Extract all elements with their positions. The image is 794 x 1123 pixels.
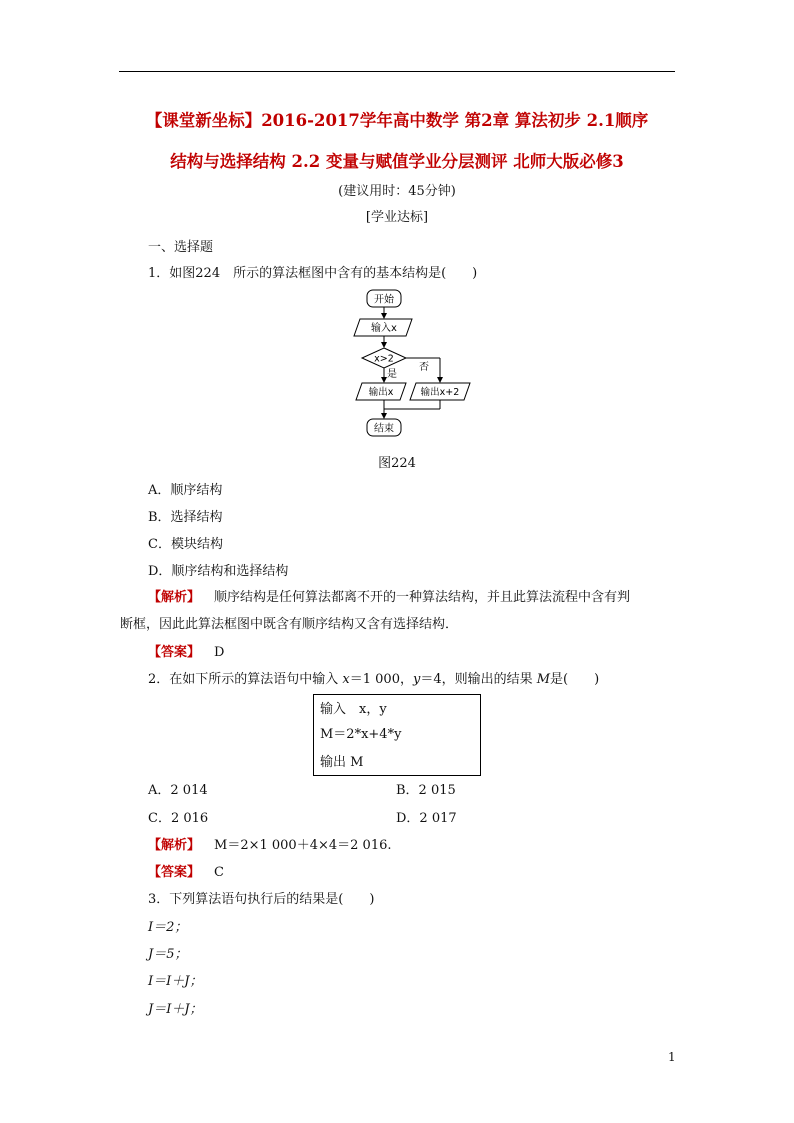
analysis-text: 顺序结构是任何算法都离不开的一种算法结构，并且此算法流程中含有判 — [214, 590, 631, 605]
stem-var-x: x — [342, 672, 350, 687]
question-3-line-1: I＝2； — [148, 920, 188, 935]
question-1-option-d: D．顺序结构和选择结构 — [148, 564, 289, 579]
page-number: 1 — [668, 1050, 676, 1064]
question-3-stem: 3．下列算法语句执行后的结果是( ) — [148, 892, 375, 907]
question-2-option-c: C．2 016 — [148, 811, 209, 826]
header-rule — [119, 71, 675, 72]
code-line-1: 输入 x，y — [320, 702, 387, 717]
question-3-line-3: I＝I＋J； — [148, 974, 203, 989]
question-1-analysis-line-1 — [148, 586, 630, 605]
figure-caption: 图224 — [378, 456, 416, 471]
flowchart-figure — [340, 285, 490, 440]
stem-part: ＝1 000， — [349, 672, 413, 687]
flowchart-input-label: 输入x — [371, 323, 397, 334]
question-2-stem — [148, 668, 599, 687]
question-2-answer — [148, 861, 224, 880]
section-tag: [学业达标] — [365, 210, 429, 225]
code-line-3: 输出 M — [320, 755, 364, 770]
flowchart-condition-label: x>2 — [374, 353, 394, 365]
question-3-line-2: J＝5； — [148, 947, 188, 962]
flowchart-no-label: 否 — [419, 362, 429, 373]
analysis-text: M＝2×1 000＋4×4＝2 016. — [214, 838, 392, 853]
document-title-line-2: 结构与选择结构 2.2 变量与赋值学业分层测评 北师大版必修3 — [170, 152, 624, 171]
stem-var-y: y — [412, 672, 421, 687]
stem-var-m: M — [536, 672, 551, 687]
stem-part: 2．在如下所示的算法语句中输入 — [148, 672, 343, 687]
answer-value: D — [214, 645, 225, 660]
question-1-analysis-line-2: 断框，因此此算法框图中既含有顺序结构又含有选择结构． — [120, 617, 459, 632]
question-2-analysis — [148, 834, 392, 853]
question-1-stem: 1．如图224 所示的算法框图中含有的基本结构是( ) — [148, 266, 478, 281]
code-box — [313, 694, 481, 776]
question-1-option-a: A．顺序结构 — [148, 483, 223, 498]
stem-part: 是( ) — [550, 672, 600, 687]
flowchart-start-label: 开始 — [374, 294, 394, 306]
stem-part: ＝4，则输出的结果 — [420, 672, 537, 687]
flowchart-end-label: 结束 — [374, 423, 394, 435]
answer-label: 【答案】 — [148, 865, 201, 880]
question-1-option-c: C．模块结构 — [148, 537, 223, 552]
code-line-2: M＝2*x+4*y — [320, 727, 402, 742]
analysis-label: 【解析】 — [148, 590, 201, 605]
question-1-answer — [148, 641, 224, 660]
question-2-option-d: D．2 017 — [396, 811, 457, 826]
flowchart-output-left-label: 输出x — [368, 387, 394, 398]
question-2-option-b: B．2 015 — [396, 783, 456, 798]
flowchart-yes-label: 是 — [387, 369, 397, 380]
flowchart-output-right-label: 输出x+2 — [420, 387, 460, 398]
answer-label: 【答案】 — [148, 645, 201, 660]
question-1-option-b: B．选择结构 — [148, 510, 223, 525]
question-3-line-4: J＝I＋J； — [148, 1002, 203, 1017]
section-heading: 一、选择题 — [148, 240, 214, 255]
document-title-line-1: 【课堂新坐标】2016-2017学年高中数学 第2章 算法初步 2.1顺序 — [145, 111, 649, 130]
suggested-time: (建议用时：45分钟) — [338, 184, 456, 199]
answer-value: C — [214, 865, 224, 880]
analysis-label: 【解析】 — [148, 838, 201, 853]
question-2-option-a: A．2 014 — [148, 783, 208, 798]
